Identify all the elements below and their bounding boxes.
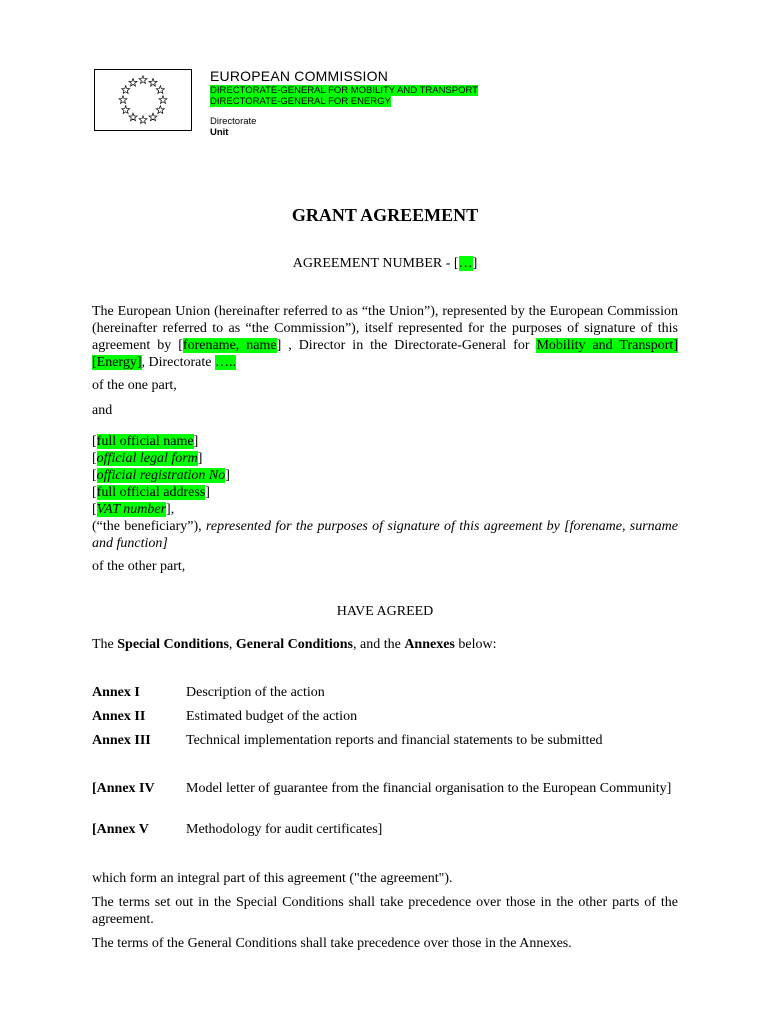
agreement-number: AGREEMENT NUMBER - […]: [292, 256, 478, 271]
have-agreed-heading: HAVE AGREED: [336, 604, 434, 619]
beneficiary-registration: official registration No: [96, 468, 226, 483]
annex-description: Model letter of guarantee from the financial organisation to the European Community]: [186, 781, 672, 796]
org-name: EUROPEAN COMMISSION: [210, 68, 389, 84]
other-part-text: of the other part,: [92, 559, 186, 574]
dg-placeholder: Mobility and Transport] [Energy]: [92, 338, 678, 370]
star-icon: [119, 96, 127, 104]
star-icon: [156, 106, 164, 114]
and-text: and: [92, 403, 113, 418]
star-icon: [122, 86, 130, 94]
document-title: GRANT AGREEMENT: [291, 205, 479, 225]
integral-part-text: which form an integral part of this agreement ("the agreement").: [92, 871, 453, 886]
precedence-paragraph-1: The terms set out in the Special Conditions shall take precedence over those in the other parts of the agreement.: [92, 895, 678, 927]
annex-label: [Annex IV: [92, 781, 155, 796]
annex-description: Estimated budget of the action: [186, 709, 358, 724]
beneficiary-legal-form: official legal form: [96, 451, 198, 466]
beneficiary-block: [full official name] [official legal form] [official registration No] [full official address] [VAT number], (“the beneficiary”), represented for the purposes of signature of this agreement by [forename, surname and function]: [92, 434, 678, 551]
star-icon: [149, 78, 157, 86]
star-icon: [139, 76, 147, 84]
beneficiary-representation: represented for the purposes of signature of this agreement by [forename, surname and function]: [92, 519, 678, 551]
one-part-text: of the one part,: [92, 378, 177, 393]
dg-energy: DIRECTORATE-GENERAL FOR ENERGY: [210, 96, 391, 107]
star-icon: [129, 78, 137, 86]
star-icon: [139, 116, 147, 124]
annex-description: Methodology for audit certificates]: [186, 822, 383, 837]
star-icon: [159, 96, 167, 104]
star-icon: [129, 113, 137, 121]
beneficiary-name: full official name: [96, 434, 194, 449]
annex-label: Annex II: [92, 709, 146, 724]
star-icon: [122, 106, 130, 114]
precedence-paragraph-2: The terms of the General Conditions shall take precedence over those in the Annexes.: [92, 936, 572, 951]
intro-paragraph: The European Union (hereinafter referred to as “the Union”), represented by the European Commission (hereinafter referred to as “the Commission”), itself represented for the purposes of signature of this agreement by [forename, name] , Director in the Directorate-General for Mobility and Transport] [Energy], Directorate …..: [92, 304, 678, 370]
beneficiary-label: (“the beneficiary”),: [92, 519, 206, 534]
beneficiary-vat: VAT number: [96, 502, 167, 517]
star-icon: [156, 86, 164, 94]
conditions-sentence: The Special Conditions, General Conditions, and the Annexes below:: [92, 637, 497, 652]
org-header: [210, 68, 530, 138]
annex-label: Annex III: [92, 733, 151, 748]
star-icon: [149, 113, 157, 121]
directorate-placeholder: …..: [214, 355, 236, 370]
agreement-number-value: …: [458, 256, 473, 271]
annex-label: [Annex V: [92, 822, 149, 837]
eu-stars-icon: [95, 70, 191, 130]
dg-mobility: DIRECTORATE-GENERAL FOR MOBILITY AND TRANSPORT: [210, 85, 478, 96]
forename-placeholder: forename, name: [182, 338, 277, 353]
directorate-label: Directorate: [210, 116, 257, 127]
unit-label: Unit: [210, 127, 229, 138]
annex-description: Technical implementation reports and financial statements to be submitted: [186, 733, 603, 748]
beneficiary-address: full official address: [96, 485, 206, 500]
eu-logo: [94, 69, 192, 131]
annex-description: Description of the action: [186, 685, 325, 700]
annex-label: Annex I: [92, 685, 140, 700]
